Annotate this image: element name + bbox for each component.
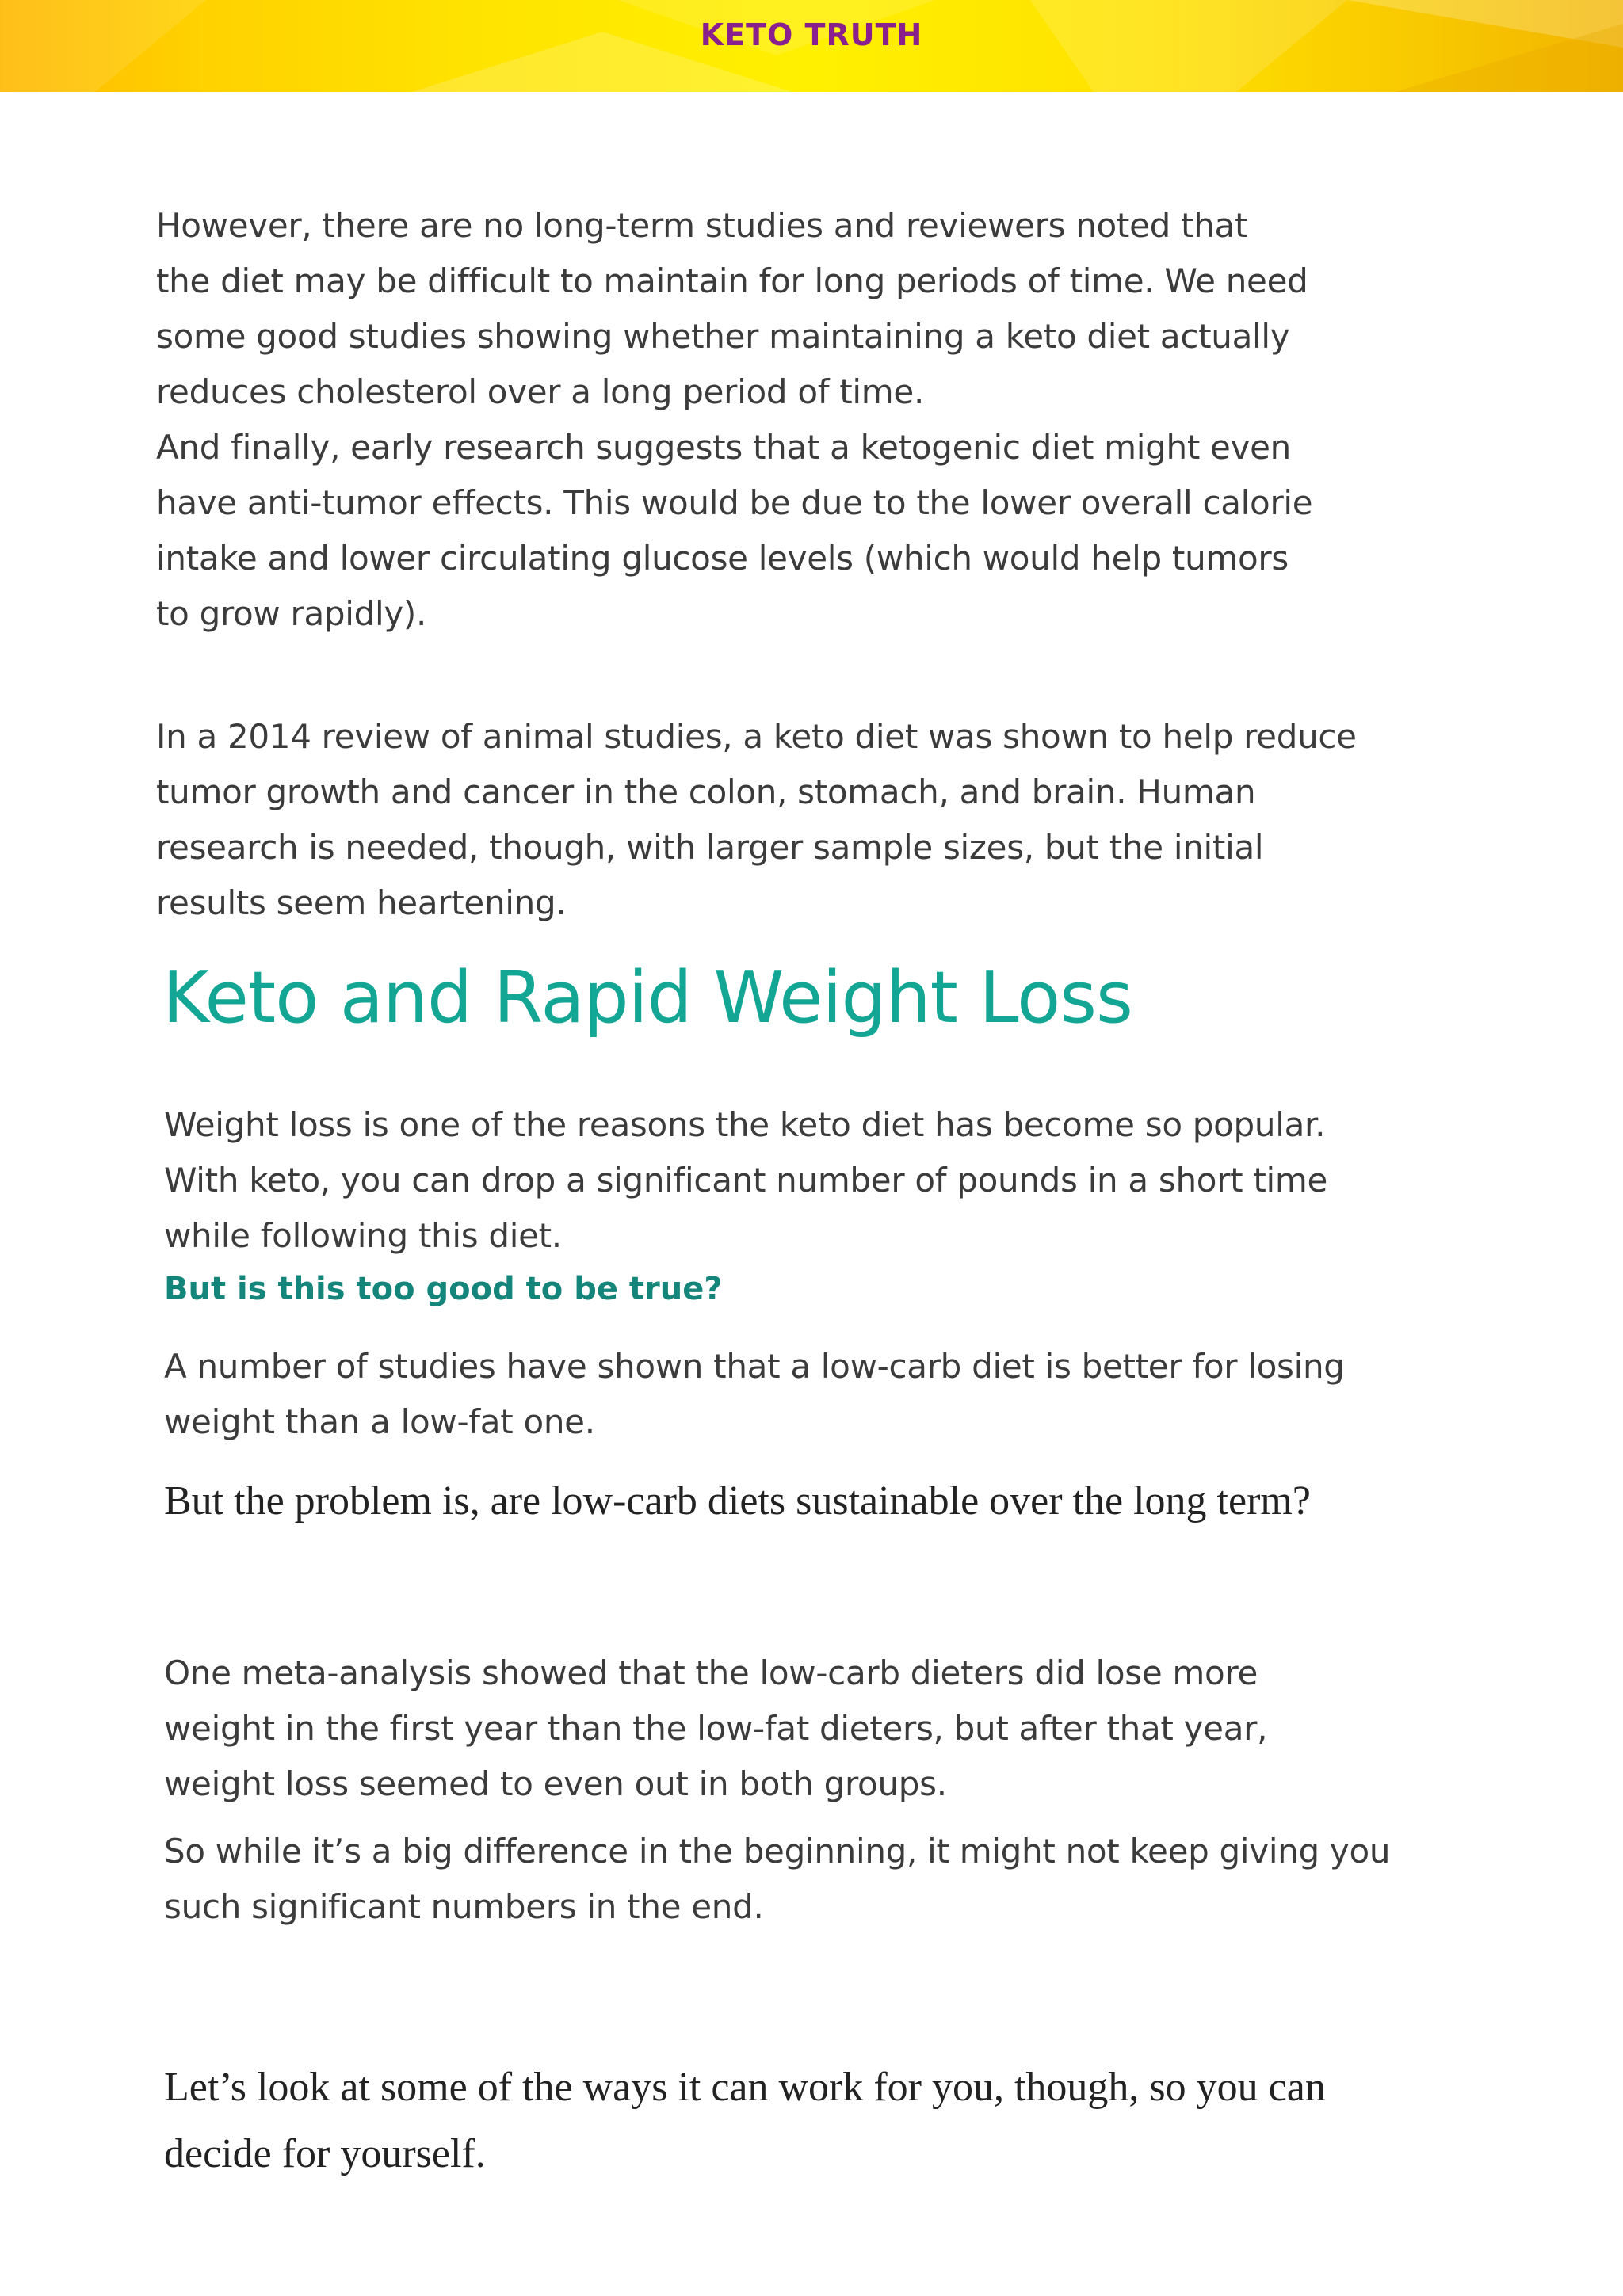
section-heading: Keto and Rapid Weight Loss [162, 956, 1132, 1039]
paragraph-weight-loss-popular: Weight loss is one of the reasons the keto diet has become so popular. With keto, you can drop a significant number of pounds in a short time while following this diet. [164, 1105, 1328, 1255]
paragraph-meta-analysis: One meta-analysis showed that the low-carb dieters did lose more weight in the first year than the low-fat dieters, but after that year, weight loss seemed to even out in both groups. [164, 1653, 1268, 1803]
paragraph-long-term-studies: However, there are no long-term studies and reviewers noted that the diet may be difficult to maintain for long periods of time. We need some good studies showing whether maintaining a keto diet actually reduces cholesterol over a long period of time. And finally, early research suggests that a ketogenic diet might even have anti-tumor effects. This would be due to the lower overall calorie intake and lower circulating glucose levels (which would help tumors to grow rapidly). [156, 206, 1313, 633]
header-title: KETO TRUTH [700, 17, 923, 52]
paragraph-2014-review: In a 2014 review of animal studies, a keto diet was shown to help reduce tumor growth and cancer in the colon, stomach, and brain. Human research is needed, though, with larger sample sizes, but the initial results seem heartening. [156, 717, 1357, 922]
subheading-too-good: But is this too good to be true? [164, 1271, 723, 1307]
serif-line-lets-look: Let’s look at some of the ways it can work for you, though, so you can decide for yourself. [164, 2065, 1326, 2176]
header-banner [0, 0, 1623, 92]
paragraph-low-carb-studies: A number of studies have shown that a low-carb diet is better for losing weight than a low-fat one. [164, 1347, 1345, 1441]
serif-line-problem: But the problem is, are low-carb diets sustainable over the long term? [164, 1478, 1311, 1524]
paragraph-big-difference: So while it’s a big difference in the beginning, it might not keep giving you such significant numbers in the end. [164, 1832, 1391, 1926]
